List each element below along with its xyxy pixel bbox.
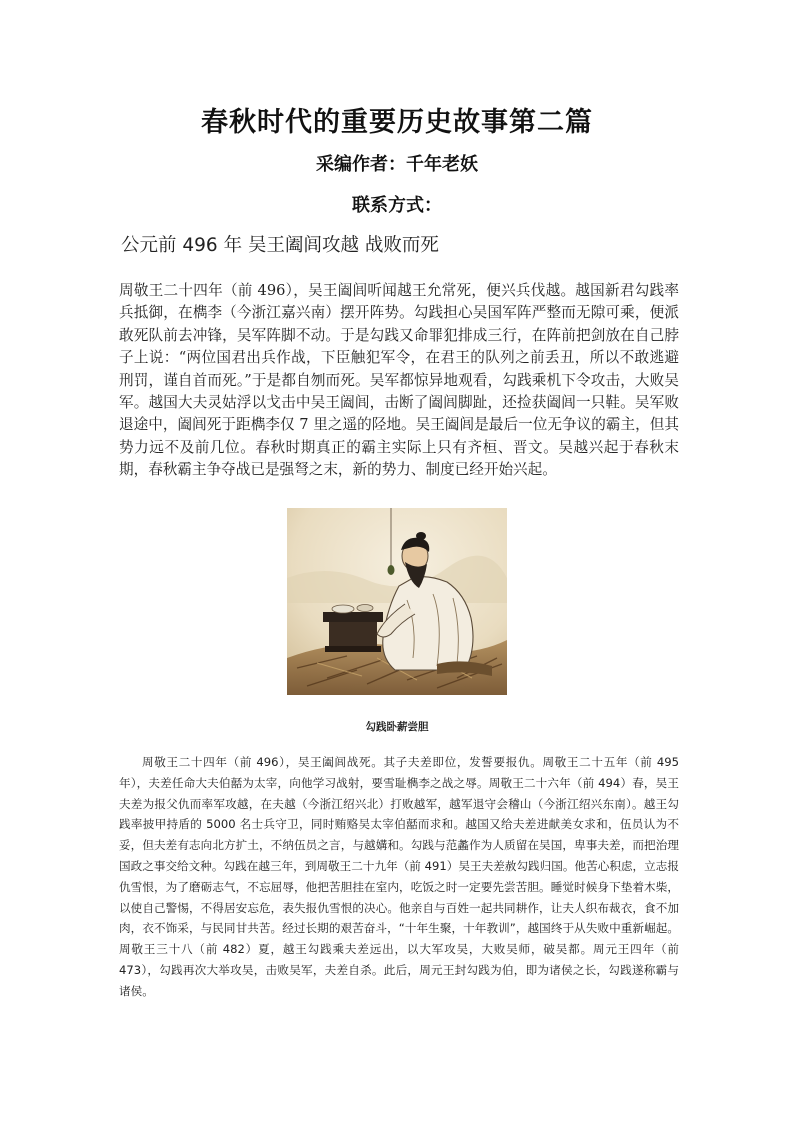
section-heading: 公元前 496 年 吴王阖闾攻越 战败而死 [121,235,439,256]
document-title: 春秋时代的重要历史故事第二篇 [201,107,593,138]
paragraph-2: 周敬王二十四年（前 496），吴王阖闾战死。其子夫差即位，发誓要报仇。周敬王二十五年（前 495 年），夫差任命大夫伯嚭为太宰，向他学习战射，要雪耻檇李之战之辱。周敬王二十六年（前 494）春，吴王夫差为报父仇而率军攻越，在夫越（今浙江绍兴北）打败越军，越军退守会稽山（今浙江绍兴东南）。越王勾践率披甲持盾的 5000 名士兵守卫，同时贿赂吴太宰伯嚭而求和。越国又给夫差进献美女求和，伍员认为不妥，但夫差有志向北方扩土，不纳伍员之言，与越媾和。勾践与范蠡作为人质留在吴国，卑事夫差，而把治理国政之事交给文种。勾践在越三年，到周敬王二十九年（前 491）吴王夫差赦勾践归国。他苦心积虑，立志报仇雪恨，为了磨砺志气，不忘屈辱，他把苦胆挂在室内，吃饭之时一定要先尝苦胆。睡觉时候身下垫着木柴，以使自己警惕，不得居安忘危，表失报仇雪恨的决心。他亲自与百姓一起共同耕作，让夫人织布裁衣，食不加肉，衣不饰采，与民同甘共苦。经过长期的艰苦奋斗，“十年生聚，十年教训”，越国终于从失败中重新崛起。周敬王三十八（前 482）夏，越王勾践乘夫差远出，以大军攻吴，大败吴师，破吴都。周元王四年（前 473），勾践再次大举攻吴，击败吴军，夫差自杀。此后，周元王封勾践为伯，即为诸侯之长，勾践遂称霸与诸侯。 [119,755,679,998]
figure-caption: 勾践卧薪尝胆 [365,721,429,733]
paragraph-1: 周敬王二十四年（前 496），吴王阖闾听闻越王允常死，便兴兵伐越。越国新君勾践率兵抵御，在檇李（今浙江嘉兴南）摆开阵势。勾践担心吴国军阵严整而无隙可乘，便派敢死队前去冲锋，吴军阵脚不动。于是勾践又命罪犯排成三行，在阵前把剑放在自己脖子上说：“两位国君出兵作战，下臣触犯军令，在君王的队列之前丢丑，所以不敢逃避刑罚，谨自首而死。”于是都自刎而死。吴军都惊异地观看，勾践乘机下令攻击，大败吴军。越国大夫灵姑浮以戈击中吴王阖闾，击断了阖闾脚趾，还捡获阖闾一只鞋。吴军败退途中，阖闾死于距檇李仅 7 里之遥的陉地。吴王阖闾是最后一位无争议的霸主，但其势力远不及前几位。春秋时期真正的霸主实际上只有齐桓、晋文。吴越兴起于春秋末期，春秋霸主争夺战已是强弩之末，新的势力、制度已经开始兴起。 [119,282,679,479]
author-label: 采编作者： [316,154,406,175]
contact-label: 联系方式： [352,195,442,216]
illustration-drawing [287,508,507,695]
author-line [0,150,794,176]
illustration-image [287,508,507,695]
author-name: 千年老妖 [406,154,478,175]
